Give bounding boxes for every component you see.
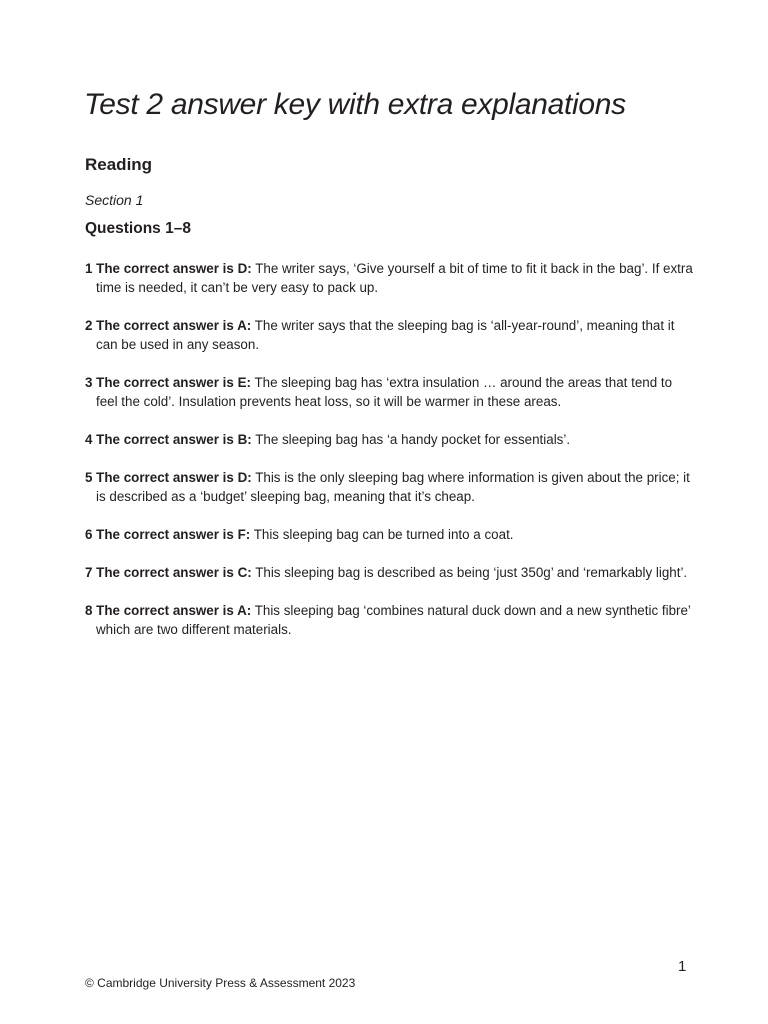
page-number: 1: [678, 958, 687, 975]
section-label: Section 1: [85, 192, 144, 208]
copyright-notice: © Cambridge University Press & Assessment 2023: [85, 976, 356, 990]
answer-list: [85, 259, 695, 658]
answer-explanation: The sleeping bag has ‘extra insulation … around the areas that tend to feel the cold’. Insulation prevents heat loss, so it will be warmer in these areas.: [96, 375, 673, 409]
questions-heading: Questions 1–8: [85, 220, 191, 237]
answer-prefix: 1 The correct answer is D:: [85, 261, 252, 276]
answer-prefix: 3 The correct answer is E:: [85, 375, 251, 390]
reading-heading: Reading: [85, 155, 153, 174]
answer-explanation: The sleeping bag has ‘a handy pocket for essentials’.: [255, 432, 571, 447]
answer-prefix: 4 The correct answer is B:: [85, 432, 252, 447]
answer-explanation: This sleeping bag can be turned into a coat.: [253, 527, 514, 542]
answer-prefix: 2 The correct answer is A:: [85, 318, 252, 333]
page-title: Test 2 answer key with extra explanations: [84, 88, 626, 121]
answer-explanation: This sleeping bag ‘combines natural duck down and a new synthetic fibre’ which are two different materials.: [96, 603, 691, 637]
answer-explanation: This sleeping bag is described as being ‘just 350g’ and ‘remarkably light’.: [255, 565, 688, 580]
answer-explanation: The writer says, ‘Give yourself a bit of time to fit it back in the bag’. If extra time is needed, it can’t be very easy to pack up.: [96, 261, 693, 295]
answer-item-8: [85, 601, 695, 639]
answer-explanation: This is the only sleeping bag where information is given about the price; it is described as a ‘budget’ sleeping bag, meaning that it’s cheap.: [96, 470, 690, 504]
answer-prefix: 6 The correct answer is F:: [85, 527, 251, 542]
answer-item-3: [85, 373, 695, 411]
answer-item-7: [85, 563, 695, 582]
answer-explanation: The writer says that the sleeping bag is ‘all-year-round’, meaning that it can be used in any season.: [96, 318, 675, 352]
answer-prefix: 5 The correct answer is D:: [85, 470, 252, 485]
answer-item-6: [85, 525, 695, 544]
answer-prefix: 7 The correct answer is C:: [85, 565, 252, 580]
answer-item-5: [85, 468, 695, 506]
answer-item-1: [85, 259, 695, 297]
answer-prefix: 8 The correct answer is A:: [85, 603, 252, 618]
answer-item-4: [85, 430, 695, 449]
answer-item-2: [85, 316, 695, 354]
